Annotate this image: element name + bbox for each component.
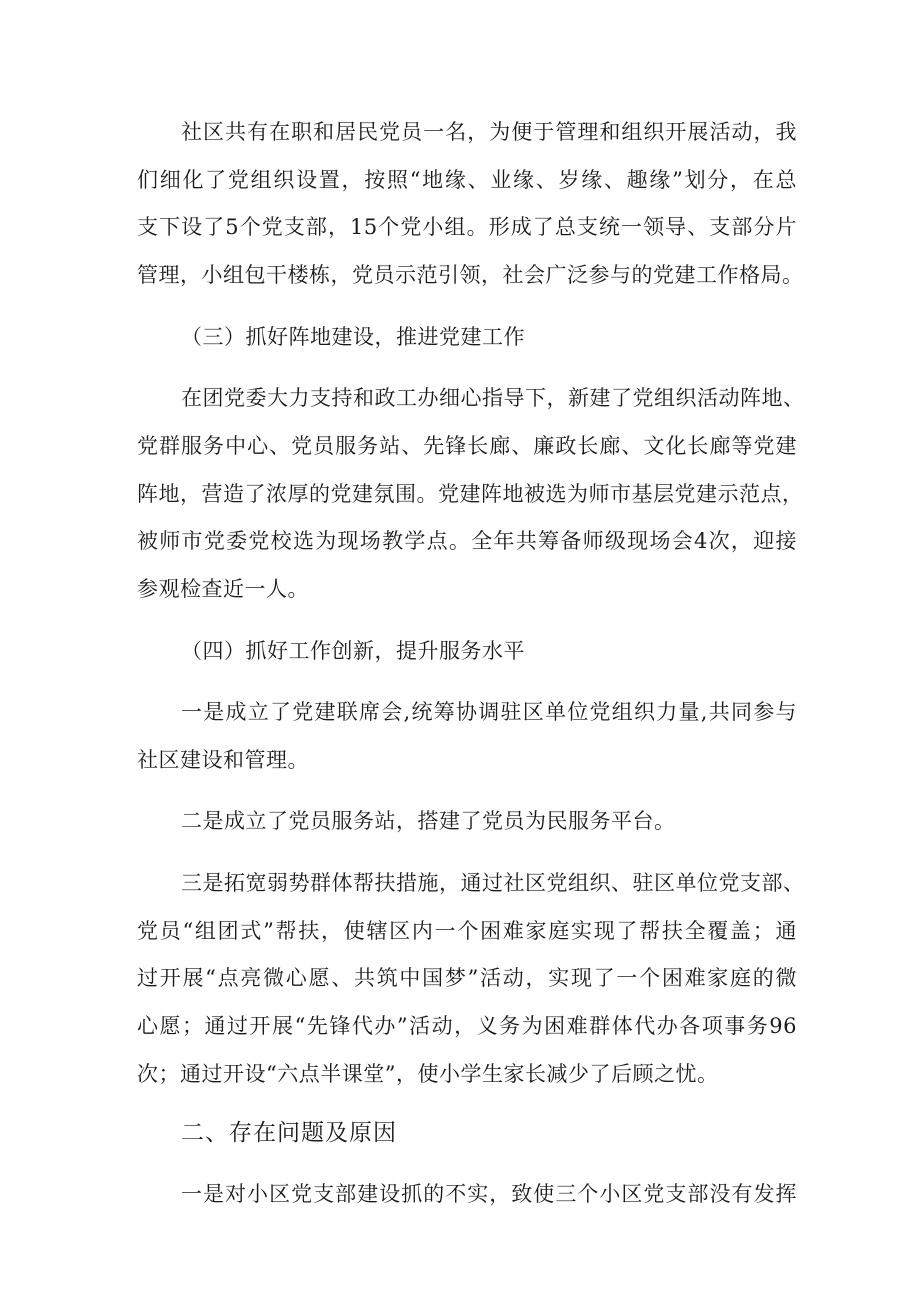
section-heading-4: （四）抓好工作创新，提升服务水平 xyxy=(181,639,525,663)
paragraph-5-line-3: 过开展“点亮微心愿、共筑中国梦”活动，实现了一个困难家庭的微 xyxy=(137,966,797,990)
paragraph-1-line-4: 管理，小组包干楼栋，党员示范引领，社会广泛参与的党建工作格局。 xyxy=(137,263,804,287)
section-heading-3: （三）抓好阵地建设，推进党建工作 xyxy=(181,325,525,349)
paragraph-2-line-5: 参观检查近一人。 xyxy=(137,577,309,601)
paragraph-1-line-2: 们细化了党组织设置，按照“地缘、业缘、岁缘、趣缘”划分，在总 xyxy=(137,168,797,192)
paragraph-2-line-4: 被师市党委党校选为现场教学点。全年共筹备师级现场会4次，迎接 xyxy=(137,529,797,553)
paragraph-2-line-1: 在团党委大力支持和政工办细心指导下，新建了党组织活动阵地、 xyxy=(181,386,805,410)
paragraph-2-line-2: 党群服务中心、党员服务站、先锋长廊、廉政长廊、文化长廊等党建 xyxy=(137,434,797,458)
paragraph-5-line-5: 次；通过开设“六点半课堂”，使小学生家长减少了后顾之忧。 xyxy=(137,1062,719,1086)
section-heading-2: 二、存在问题及原因 xyxy=(181,1120,397,1146)
paragraph-5-line-4: 心愿；通过开展“先锋代办”活动，义务为困难群体代办各项事务96 xyxy=(137,1014,797,1038)
paragraph-1-line-1: 社区共有在职和居民党员一名，为便于管理和组织开展活动，我 xyxy=(181,120,797,144)
paragraph-2-line-3: 阵地，营造了浓厚的党建氛围。党建阵地被选为师市基层党建示范点， xyxy=(137,482,804,506)
paragraph-5-line-2: 党员“组团式”帮扶，使辖区内一个困难家庭实现了帮扶全覆盖；通 xyxy=(137,919,797,943)
paragraph-6-line-1: 一是对小区党支部建设抓的不实，致使三个小区党支部没有发挥 xyxy=(181,1182,797,1206)
paragraph-3-line-1: 一是成立了党建联席会,统筹协调驻区单位党组织力量,共同参与 xyxy=(181,700,797,724)
paragraph-1-line-3: 支下设了5个党支部，15个党小组。形成了总支统一领导、支部分片 xyxy=(137,215,797,239)
paragraph-4-line-1: 二是成立了党员服务站，搭建了党员为民服务平台。 xyxy=(181,809,676,833)
paragraph-3-line-2: 社区建设和管理。 xyxy=(137,748,309,772)
paragraph-5-line-1: 三是拓宽弱势群体帮扶措施，通过社区党组织、驻区单位党支部、 xyxy=(181,871,805,895)
